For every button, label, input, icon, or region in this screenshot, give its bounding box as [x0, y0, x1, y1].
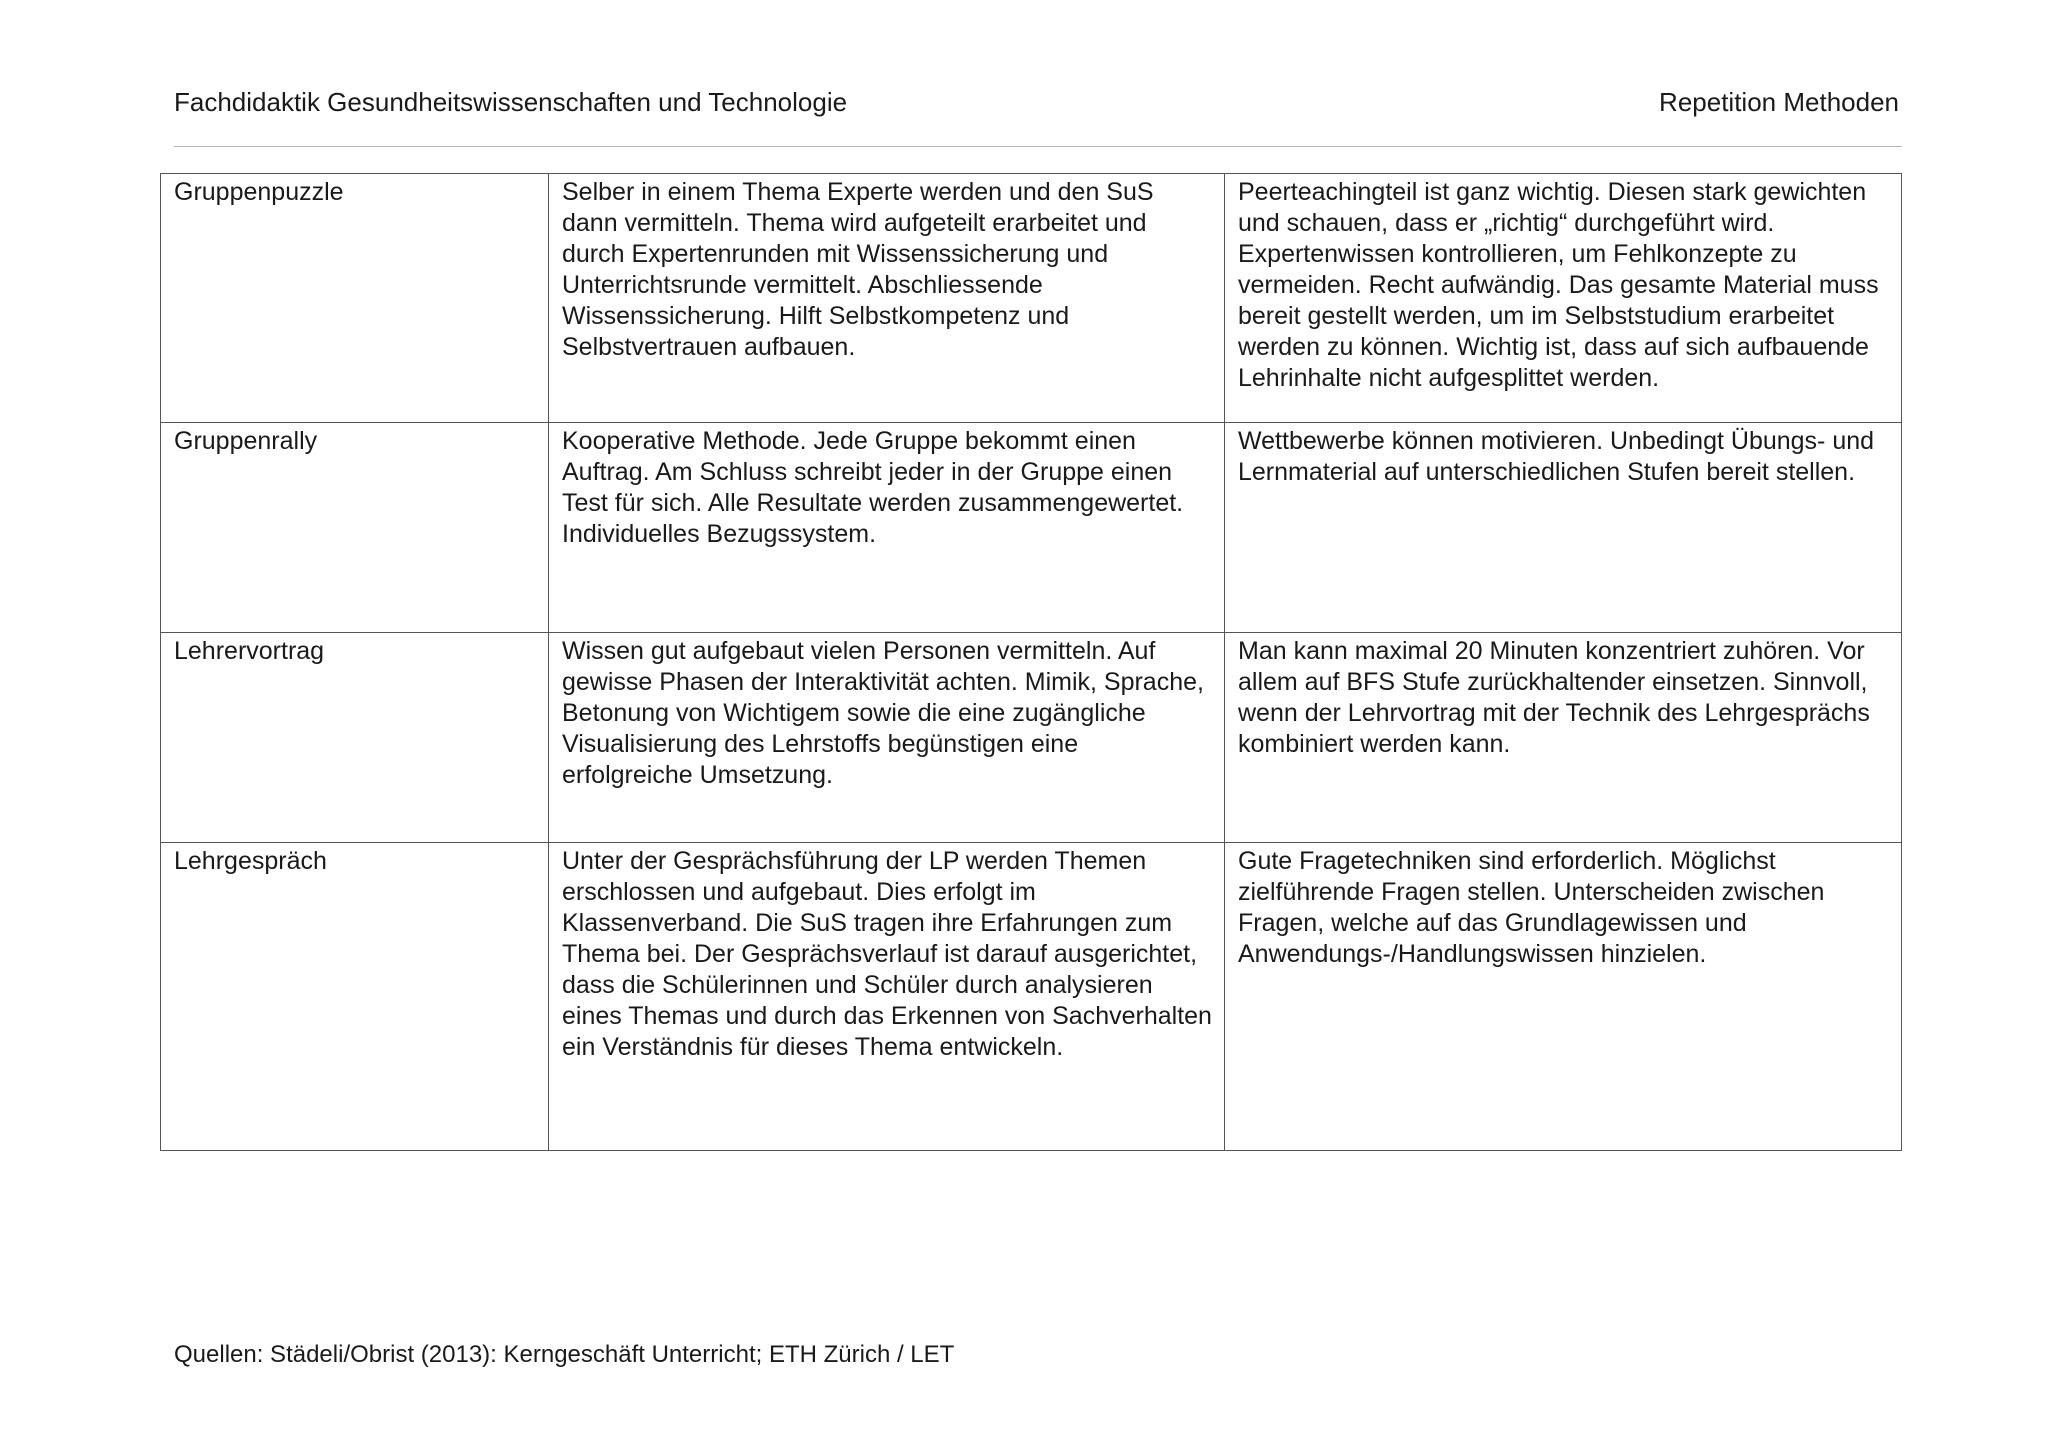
method-name-cell: Lehrgespräch: [161, 843, 549, 1151]
method-description-cell: Wissen gut aufgebaut vielen Personen vermitteln. Auf gewisse Phasen der Interaktivität achten. Mimik, Sprache, Betonung von Wichtigem sowie die eine zugängliche Visualisierung des Lehrstoffs begünstigen eine erfolgreiche Umsetzung.: [549, 633, 1225, 843]
table-row: [161, 174, 1902, 423]
method-description-cell: Kooperative Methode. Jede Gruppe bekommt einen Auftrag. Am Schluss schreibt jeder in der Gruppe einen Test für sich. Alle Resultate werden zusammengewertet. Individuelles Bezugssystem.: [549, 423, 1225, 633]
method-description-cell: Unter der Gesprächsführung der LP werden Themen erschlossen und aufgebaut. Dies erfolgt im Klassenverband. Die SuS tragen ihre Erfahrungen zum Thema bei. Der Gesprächsverlauf ist darauf ausgerichtet, dass die Schülerinnen und Schüler durch analysieren eines Themas und durch das Erkennen von Sachverhalten ein Verständnis für dieses Thema entwickeln.: [549, 843, 1225, 1151]
method-name-cell: Gruppenpuzzle: [161, 174, 549, 423]
header-subtitle: Repetition Methoden: [1659, 87, 1899, 117]
methods-table: [160, 173, 1902, 1151]
method-notes-cell: Gute Fragetechniken sind erforderlich. Möglichst zielführende Fragen stellen. Unterscheiden zwischen Fragen, welche auf das Grundlagewissen und Anwendungs-/Handlungswissen hinzielen.: [1225, 843, 1902, 1151]
header-title: Fachdidaktik Gesundheitswissenschaften und Technologie: [174, 87, 848, 117]
table-row: [161, 843, 1902, 1151]
header-divider: [174, 146, 1902, 147]
method-notes-cell: Peerteachingteil ist ganz wichtig. Diesen stark gewichten und schauen, dass er „richtig“ durchgeführt wird. Expertenwissen kontrollieren, um Fehlkonzepte zu vermeiden. Recht aufwändig. Das gesamte Material muss bereit gestellt werden, um im Selbststudium erarbeitet werden zu können. Wichtig ist, dass auf sich aufbauende Lehrinhalte nicht aufgesplittet werden.: [1225, 174, 1902, 423]
table-row: [161, 633, 1902, 843]
method-description-cell: Selber in einem Thema Experte werden und den SuS dann vermitteln. Thema wird aufgeteilt erarbeitet und durch Expertenrunden mit Wissenssicherung und Unterrichtsrunde vermittelt. Abschliessende Wissenssicherung. Hilft Selbstkompetenz und Selbstvertrauen aufbauen.: [549, 174, 1225, 423]
table-row: [161, 423, 1902, 633]
method-notes-cell: Wettbewerbe können motivieren. Unbedingt Übungs- und Lernmaterial auf unterschiedlichen Stufen bereit stellen.: [1225, 423, 1902, 633]
method-name-cell: Gruppenrally: [161, 423, 549, 633]
method-name-cell: Lehrervortrag: [161, 633, 549, 843]
method-notes-cell: Man kann maximal 20 Minuten konzentriert zuhören. Vor allem auf BFS Stufe zurückhaltender einsetzen. Sinnvoll, wenn der Lehrvortrag mit der Technik des Lehrgesprächs kombiniert werden kann.: [1225, 633, 1902, 843]
sources-footer: Quellen: Städeli/Obrist (2013): Kerngeschäft Unterricht; ETH Zürich / LET: [174, 1341, 955, 1368]
